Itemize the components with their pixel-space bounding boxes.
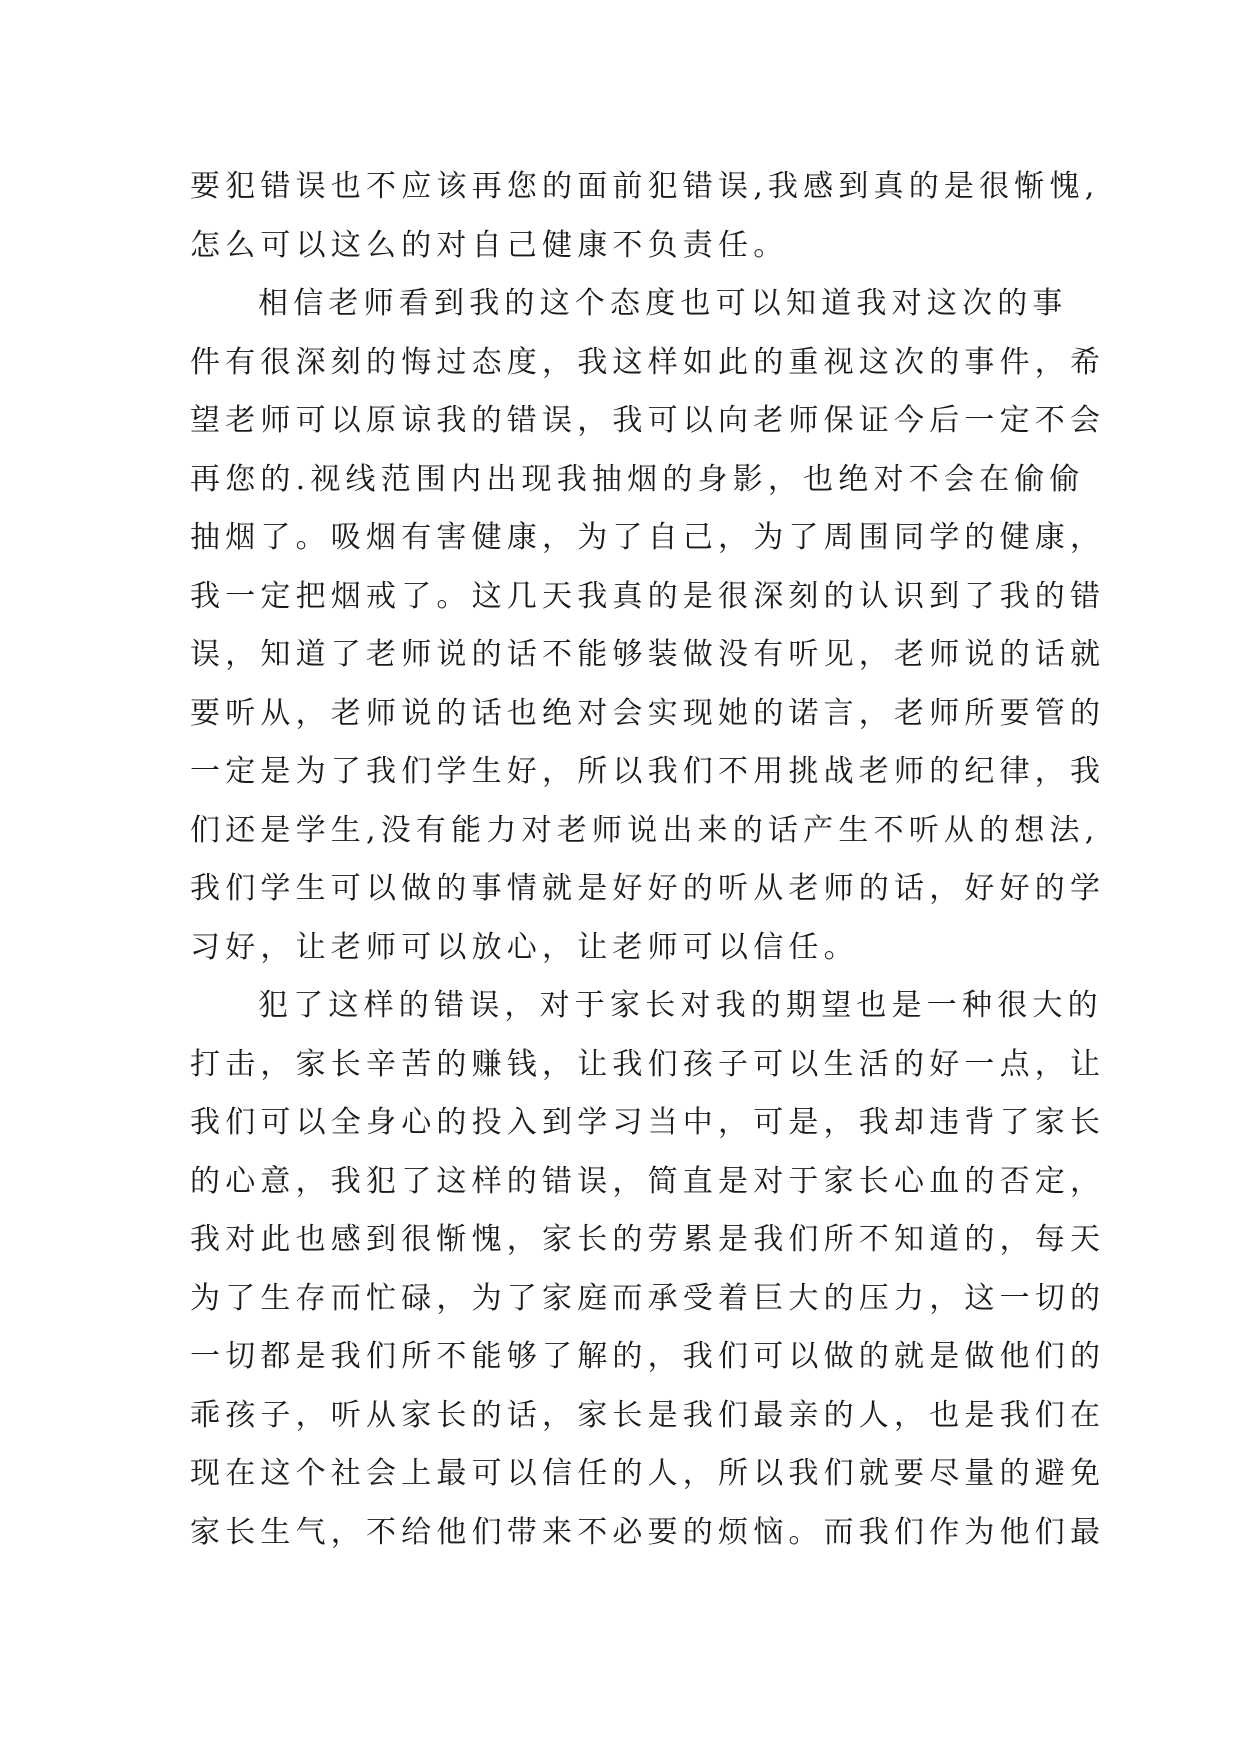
text-line: 乖孩子，听从家长的话，家长是我们最亲的人，也是我们在	[190, 1397, 1106, 1433]
text-line: 抽烟了。吸烟有害健康，为了自己，为了周围同学的健康，	[190, 520, 1106, 555]
text-line: 要犯错误也不应该再您的面前犯错误,我感到真的是很惭愧,	[190, 169, 1100, 204]
text-line: 的心意，我犯了这样的错误，简直是对于家长心血的否定，	[190, 1163, 1106, 1199]
text-line: 望老师可以原谅我的错误，我可以向老师保证今后一定不会	[190, 403, 1106, 438]
text-line: 怎么可以这么的对自己健康不负责任。	[190, 227, 789, 263]
text-line: 我对此也感到很惭愧，家长的劳累是我们所不知道的，每天	[190, 1222, 1106, 1257]
text-line: 们还是学生,没有能力对老师说出来的话产生不听从的想法,	[190, 812, 1100, 848]
text-line: 要听从，老师说的话也绝对会实现她的诺言，老师所要管的	[190, 695, 1106, 731]
text-line: 再您的.视线范围内出现我抽烟的身影，也绝对不会在偷偷	[190, 461, 1085, 497]
text-line: 我们可以全身心的投入到学习当中，可是，我却违背了家长	[190, 1105, 1106, 1140]
text-line: 为了生存而忙碌，为了家庭而承受着巨大的压力，这一切的	[190, 1280, 1106, 1316]
text-line: 我一定把烟戒了。这几天我真的是很深刻的认识到了我的错	[190, 578, 1106, 614]
text-line: 家长生气，不给他们带来不必要的烦恼。而我们作为他们最	[190, 1514, 1106, 1550]
text-line: 一切都是我们所不能够了解的，我们可以做的就是做他们的	[190, 1339, 1106, 1374]
text-line: 我们学生可以做的事情就是好好的听从老师的话，好好的学	[190, 871, 1106, 906]
body-text	[190, 158, 1106, 1562]
text-line: 现在这个社会上最可以信任的人，所以我们就要尽量的避免	[190, 1456, 1106, 1491]
paragraph-first-line: 犯了这样的错误，对于家长对我的期望也是一种很大的	[258, 988, 1103, 1023]
text-line: 一定是为了我们学生好，所以我们不用挑战老师的纪律，我	[190, 754, 1106, 789]
paragraph-first-line: 相信老师看到我的这个态度也可以知道我对这次的事	[258, 286, 1068, 321]
text-line: 习好，让老师可以放心，让老师可以信任。	[190, 929, 859, 965]
text-line: 误，知道了老师说的话不能够装做没有听见，老师说的话就	[190, 637, 1106, 672]
text-line: 件有很深刻的悔过态度，我这样如此的重视这次的事件，希	[190, 344, 1106, 380]
text-line: 打击，家长辛苦的赚钱，让我们孩子可以生活的好一点，让	[190, 1046, 1106, 1082]
